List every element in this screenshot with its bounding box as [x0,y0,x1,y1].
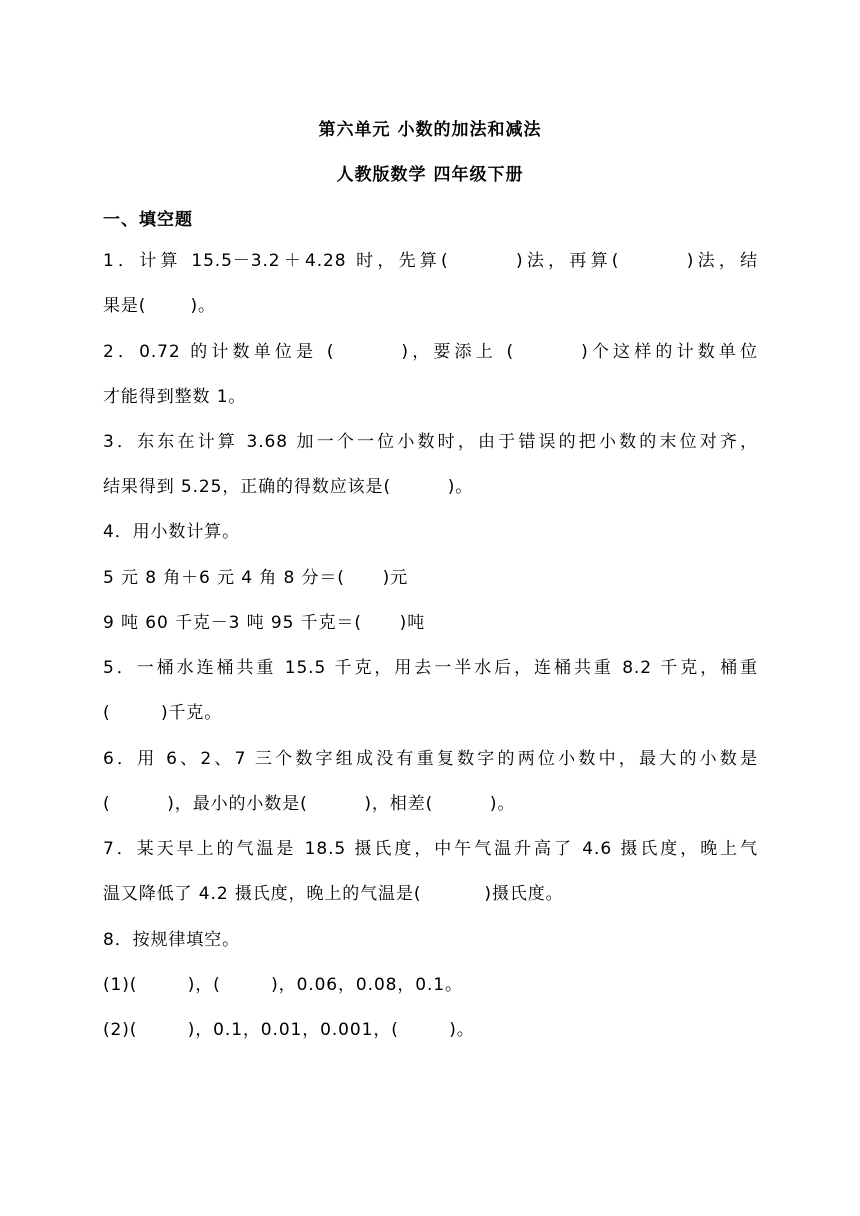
question-6-line-1: 6．用 6、2、7 三个数字组成没有重复数字的两位小数中，最大的小数是 [103,749,758,769]
question-7-line-2: 温又降低了 4.2 摄氏度，晚上的气温是( )摄氏度。 [103,884,564,904]
question-8-item-2: (2)( )，0.1，0.01，0.001，( )。 [103,1020,475,1040]
section-heading: 一、填空题 [103,210,193,230]
question-1-line-1: 1．计算 15.5－3.2＋4.28 时，先算( )法，再算( )法，结 [103,251,758,271]
textbook-subtitle: 人教版数学 四年级下册 [336,165,524,185]
question-2-line-1: 2．0.72 的计数单位是 ( )，要添上 ( )个这样的计数单位 [103,342,758,362]
question-5-line-2: ( )千克。 [103,703,223,723]
unit-title: 第六单元 小数的加法和减法 [318,120,542,140]
question-4-item-1: 5 元 8 角＋6 元 4 角 8 分＝( )元 [103,568,409,588]
question-6-line-2: ( )，最小的小数是( )，相差( )。 [103,794,516,814]
question-5-line-1: 5．一桶水连桶共重 15.5 千克，用去一半水后，连桶共重 8.2 千克，桶重 [103,658,758,678]
question-2-line-2: 才能得到整数 1。 [103,387,247,407]
question-3-line-2: 结果得到 5.25，正确的得数应该是( )。 [103,477,474,497]
question-8-prompt: 8．按规律填空。 [103,930,241,950]
question-8-item-1: (1)( )，( )，0.06，0.08，0.1。 [103,975,463,995]
question-1-line-2: 果是( )。 [103,296,216,316]
question-4-item-2: 9 吨 60 千克－3 吨 95 千克＝( )吨 [103,613,426,633]
question-4-prompt: 4．用小数计算。 [103,522,241,542]
question-7-line-1: 7．某天早上的气温是 18.5 摄氏度，中午气温升高了 4.6 摄氏度，晚上气 [103,839,758,859]
question-3-line-1: 3．东东在计算 3.68 加一个一位小数时，由于错误的把小数的末位对齐， [103,432,758,452]
